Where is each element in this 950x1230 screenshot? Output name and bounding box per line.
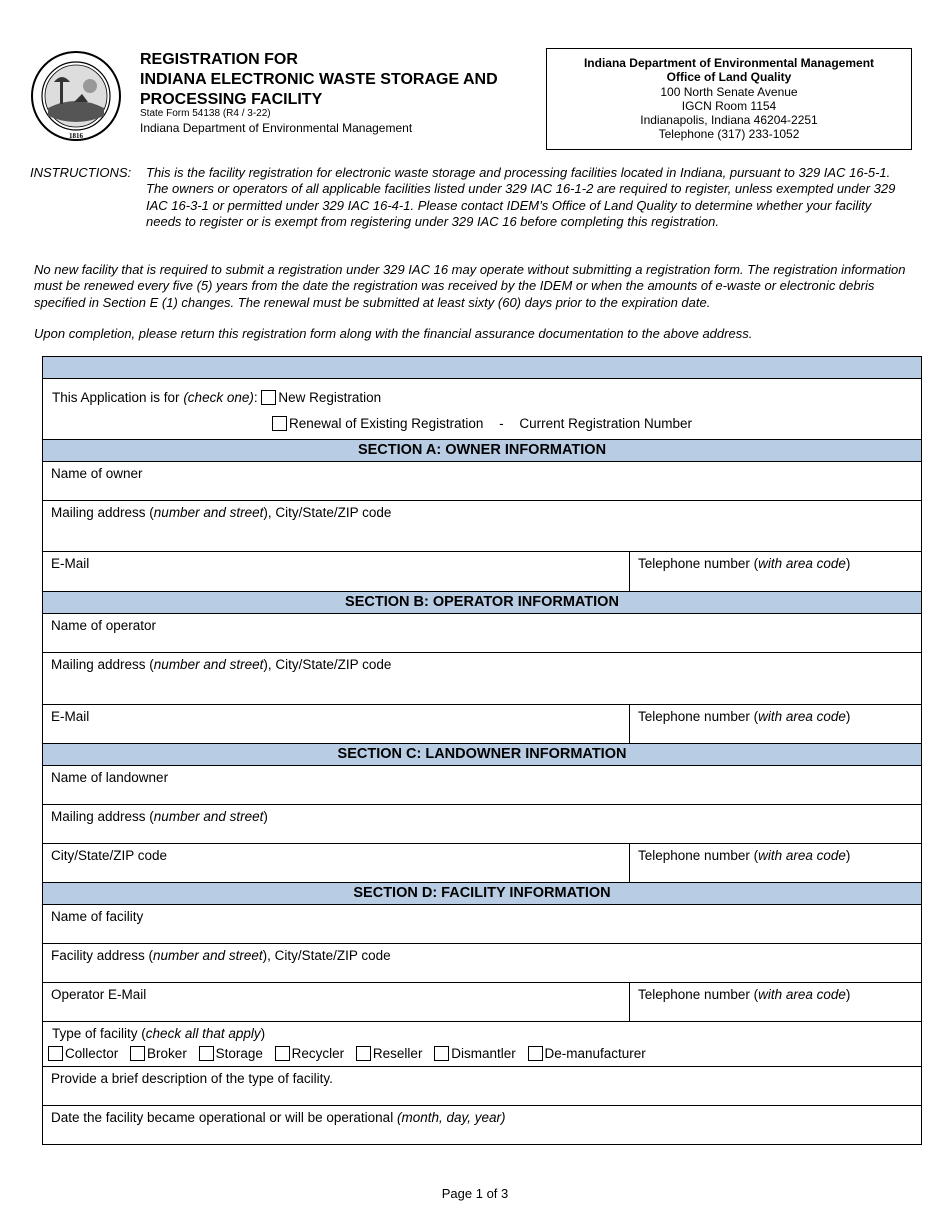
new-registration-label: New Registration xyxy=(278,390,382,405)
landowner-city-state-zip-field[interactable]: City/State/ZIP code xyxy=(43,844,630,882)
operator-mailing-address-field[interactable]: Mailing address (number and street), City/State/ZIP code xyxy=(43,653,921,705)
operator-email-facility-field[interactable]: Operator E-Mail xyxy=(43,983,630,1021)
svg-text:1816: 1816 xyxy=(69,132,83,140)
broker-checkbox[interactable] xyxy=(130,1046,145,1061)
state-seal-logo xyxy=(30,50,122,142)
form-number: State Form 54138 (R4 / 3-22) xyxy=(140,108,271,119)
owner-telephone-field[interactable]: Telephone number (with area code) xyxy=(638,556,851,571)
current-registration-number-label: Current Registration Number xyxy=(519,416,692,431)
renewal-label: Renewal of Existing Registration xyxy=(289,416,484,431)
application-type-row: This Application is for (check one): New Registration Renewal of Existing Registration - Current Registration Number xyxy=(43,379,921,440)
recycler-checkbox[interactable] xyxy=(275,1046,290,1061)
owner-name-field[interactable]: Name of owner xyxy=(43,462,921,501)
facility-address-field[interactable]: Facility address (number and street), City/State/ZIP code xyxy=(43,944,921,983)
registration-form xyxy=(42,356,922,1145)
section-c-header: SECTION C: LANDOWNER INFORMATION xyxy=(43,744,921,766)
top-band xyxy=(43,357,921,379)
operator-telephone-field[interactable]: Telephone number (with area code) xyxy=(638,709,851,724)
renewal-checkbox[interactable] xyxy=(272,416,287,431)
section-d-header: SECTION D: FACILITY INFORMATION xyxy=(43,883,921,905)
page-number: Page 1 of 3 xyxy=(441,1186,509,1201)
operator-email-field[interactable]: E-Mail xyxy=(43,705,630,743)
facility-telephone-field[interactable]: Telephone number (with area code) xyxy=(638,987,851,1002)
instructions-label: INSTRUCTIONS: xyxy=(30,165,132,180)
owner-email-field[interactable]: E-Mail xyxy=(43,552,630,591)
landowner-mailing-address-field[interactable]: Mailing address (number and street) xyxy=(43,805,921,844)
collector-checkbox[interactable] xyxy=(48,1046,63,1061)
operator-name-field[interactable]: Name of operator xyxy=(43,614,921,653)
section-b-header: SECTION B: OPERATOR INFORMATION xyxy=(43,592,921,614)
instructions-text: This is the facility registration for electronic waste storage and processing facilities located in Indiana, pursuant to 329 IAC 16-5-1. The owners or operators of all applicable facilities listed under 329 IAC 16-1-2 are required to register, unless exempted under 329 IAC 16-3-1 or permitted under 329 IAC 16-4-1. Please contact IDEM’s Office of Land Quality to determine whether your facility needs to register or is exempt from registering under 329 IAC 16 before completing this registration. xyxy=(146,165,896,229)
dismantler-checkbox[interactable] xyxy=(434,1046,449,1061)
return-paragraph: Upon completion, please return this registration form along with the financial assurance documentation to the above address. xyxy=(34,326,753,341)
reseller-checkbox[interactable] xyxy=(356,1046,371,1061)
new-registration-checkbox[interactable] xyxy=(261,390,276,405)
storage-checkbox[interactable] xyxy=(199,1046,214,1061)
form-title: REGISTRATION FOR INDIANA ELECTRONIC WASTE STORAGE AND PROCESSING FACILITY xyxy=(140,51,498,108)
facility-name-field[interactable]: Name of facility xyxy=(43,905,921,944)
agency-name: Indiana Department of Environmental Management xyxy=(140,121,413,135)
agency-address-box: Indiana Department of Environmental Management Office of Land Quality 100 North Senate Avenue IGCN Room 1154 Indianapolis, Indiana 46204-2251 Telephone (317) 233-1052 xyxy=(546,48,912,150)
operational-date-field[interactable]: Date the facility became operational or will be operational (month, day, year) xyxy=(43,1106,921,1145)
de-manufacturer-checkbox[interactable] xyxy=(528,1046,543,1061)
landowner-name-field[interactable]: Name of landowner xyxy=(43,766,921,805)
owner-mailing-address-field[interactable]: Mailing address (number and street), City/State/ZIP code xyxy=(43,501,921,552)
facility-type-row: Type of facility (check all that apply) Collector Broker Storage Recycler Reseller Dismantler De-manufacturer xyxy=(43,1022,921,1067)
landowner-telephone-field[interactable]: Telephone number (with area code) xyxy=(638,848,851,863)
section-a-header: SECTION A: OWNER INFORMATION xyxy=(43,440,921,462)
renewal-paragraph: No new facility that is required to submit a registration under 329 IAC 16 may operate without submitting a registration form. The registration information must be renewed every five (5) years from the date the registration was received by the IDEM or when the amounts of e-waste or electronic debris specified in Section E (1) changes. The renewal must be submitted at least sixty (60) days prior to the expiration date. xyxy=(34,262,906,310)
facility-description-field[interactable]: Provide a brief description of the type of facility. xyxy=(43,1067,921,1106)
